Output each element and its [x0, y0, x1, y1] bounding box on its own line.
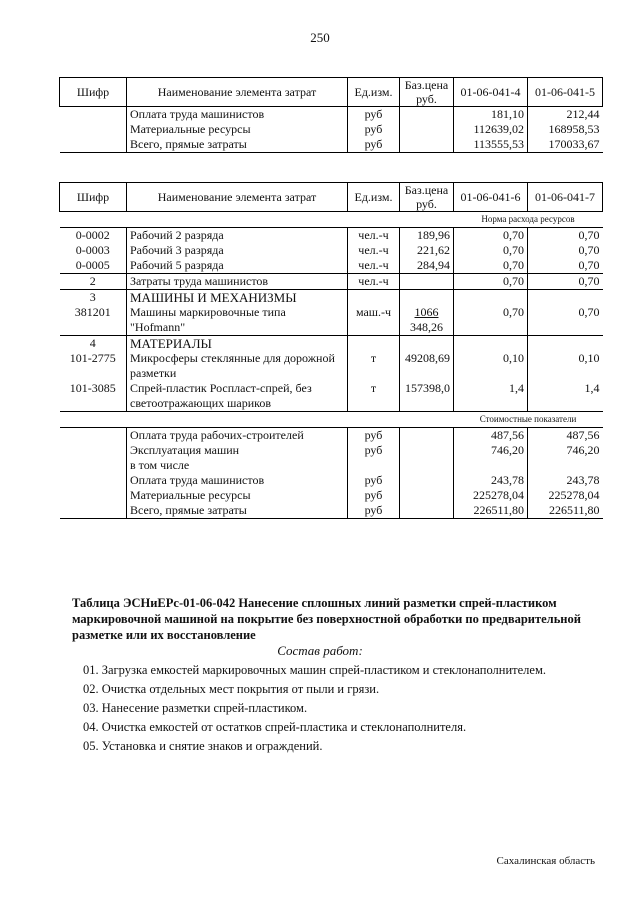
- row-name: Затраты труда машинистов: [127, 274, 348, 290]
- table-row: [60, 122, 603, 137]
- row-unit: руб: [348, 107, 400, 123]
- row-value-2: 0,70: [528, 305, 603, 320]
- row-value-1: 487,56: [454, 428, 528, 444]
- row-value-1: 0,70: [454, 243, 528, 258]
- row-unit: маш.-ч: [348, 305, 400, 320]
- row-value-1: 181,10: [454, 107, 528, 123]
- row-unit: руб: [348, 428, 400, 444]
- row-price: 157398,0: [400, 381, 454, 396]
- table-row: [60, 443, 603, 458]
- header-base-price: Баз.цена руб.: [400, 183, 454, 212]
- section-title: МАТЕРИАЛЫ: [127, 336, 348, 352]
- table-row: [60, 137, 603, 153]
- cost-table-resources: [59, 182, 603, 519]
- row-name-cont: разметки: [127, 366, 348, 381]
- row-code: 0-0005: [60, 258, 127, 274]
- list-item: 03. Нанесение разметки спрей-пластиком.: [83, 701, 308, 715]
- header-col-2: 01-06-041-5: [528, 78, 603, 107]
- list-item: 01. Загрузка емкостей маркировочных машин спрей-пластиком и стеклонаполнителем.: [83, 663, 547, 677]
- table-row: [60, 228, 603, 244]
- row-value-1: 1,4: [454, 381, 528, 396]
- row-price: 284,94: [400, 258, 454, 274]
- row-unit: руб: [348, 137, 400, 153]
- row-value-2: 0,70: [528, 228, 603, 244]
- row-name: Рабочий 2 разряда: [127, 228, 348, 244]
- row-value-1: 225278,04: [454, 488, 528, 503]
- row-value-2: 0,10: [528, 351, 603, 366]
- row-value-1: 0,10: [454, 351, 528, 366]
- row-unit: т: [348, 381, 400, 396]
- table-title: Таблица ЭСНиЕРс-01-06-042 Нанесение сплошных линий разметки спрей-пластиком маркировочной машиной на покрытие без поверхностной обработки по предварительной разметке или их восстановление: [72, 596, 581, 642]
- row-unit: чел.-ч: [348, 228, 400, 244]
- row-name-cont: светоотражающих шариков: [127, 396, 348, 412]
- table-row: [60, 381, 603, 396]
- row-price: 221,62: [400, 243, 454, 258]
- row-value-2: 0,70: [528, 243, 603, 258]
- row-value-1: 0,70: [454, 274, 528, 290]
- table-header-row: [60, 78, 603, 107]
- section-header-row: [60, 336, 603, 352]
- header-code: Шифр: [60, 183, 127, 212]
- row-value-1: 0,70: [454, 305, 528, 320]
- row-value-2: 0,70: [528, 274, 603, 290]
- table-row-continuation: [60, 366, 603, 381]
- header-unit: Ед.изм.: [348, 183, 400, 212]
- row-name: Оплата труда рабочих-строителей: [127, 428, 348, 444]
- table-row: [60, 274, 603, 290]
- row-name: Материальные ресурсы: [127, 488, 348, 503]
- row-value-2: 243,78: [528, 473, 603, 488]
- table-row-continuation: [60, 396, 603, 412]
- table-row: [60, 503, 603, 519]
- table-row: [60, 243, 603, 258]
- row-code: 101-2775: [69, 351, 116, 365]
- row-name: Оплата труда машинистов: [127, 107, 348, 123]
- row-price-top: 1066: [414, 305, 439, 319]
- page-number: 250: [310, 30, 330, 45]
- row-price-bottom: 348,26: [400, 320, 454, 336]
- row-value-2: 168958,53: [528, 122, 603, 137]
- row-value-2: 487,56: [528, 428, 603, 444]
- row-name: Рабочий 3 разряда: [127, 243, 348, 258]
- norm-label: Норма расхода ресурсов: [454, 212, 603, 228]
- section-code: 3: [89, 290, 96, 304]
- footer-region: Сахалинская область: [496, 855, 595, 867]
- header-name: Наименование элемента затрат: [127, 78, 348, 107]
- table-row: [60, 488, 603, 503]
- row-value-1: 112639,02: [454, 122, 528, 137]
- row-unit: чел.-ч: [348, 274, 400, 290]
- row-name: Всего, прямые затраты: [127, 137, 348, 153]
- row-price: 189,96: [400, 228, 454, 244]
- row-value-2: 170033,67: [528, 137, 603, 153]
- table-row: [60, 305, 603, 320]
- header-code: Шифр: [60, 78, 127, 107]
- header-col-2: 01-06-041-7: [528, 183, 603, 212]
- section-code: 4: [89, 336, 96, 350]
- row-name: Эксплуатация машин: [127, 443, 348, 458]
- row-name: Спрей-пластик Роспласт-спрей, без: [127, 381, 348, 396]
- row-name: Оплата труда машинистов: [127, 473, 348, 488]
- section-label-row: [60, 212, 603, 228]
- row-value-1: 0,70: [454, 258, 528, 274]
- row-code: 0-0003: [75, 243, 110, 257]
- table-row: [60, 473, 603, 488]
- row-value-1: 226511,80: [454, 503, 528, 519]
- table-header-row: [60, 183, 603, 212]
- row-name: Всего, прямые затраты: [127, 503, 348, 519]
- row-name: в том числе: [127, 458, 348, 473]
- row-unit: чел.-ч: [348, 258, 400, 274]
- row-value-1: 113555,53: [454, 137, 528, 153]
- table-row: [60, 428, 603, 444]
- list-item: 04. Очистка емкостей от остатков спрей-пластика и стеклонаполнителя.: [83, 720, 467, 734]
- row-unit: руб: [348, 488, 400, 503]
- row-value-1: 746,20: [454, 443, 528, 458]
- row-value-2: 212,44: [528, 107, 603, 123]
- row-unit: т: [348, 351, 400, 366]
- row-value-2: 226511,80: [528, 503, 603, 519]
- section-label-row: [60, 412, 603, 428]
- cost-label: Стоимостные показатели: [454, 412, 603, 428]
- row-unit: руб: [348, 443, 400, 458]
- row-name: Материальные ресурсы: [127, 122, 348, 137]
- header-col-1: 01-06-041-4: [454, 78, 528, 107]
- cost-table-continued: [59, 77, 603, 153]
- row-value-1: 0,70: [454, 228, 528, 244]
- row-code: 0-0002: [75, 228, 110, 242]
- table-row: [60, 258, 603, 274]
- table-row: [60, 107, 603, 123]
- row-name: Машины маркировочные типа: [127, 305, 348, 320]
- row-name: Рабочий 5 разряда: [127, 258, 348, 274]
- row-code: 381201: [74, 305, 111, 319]
- row-value-2: 1,4: [528, 381, 603, 396]
- header-base-price: Баз.цена руб.: [400, 78, 454, 107]
- section-title: МАШИНЫ И МЕХАНИЗМЫ: [127, 290, 348, 306]
- header-col-1: 01-06-041-6: [454, 183, 528, 212]
- row-code: 101-3085: [69, 381, 116, 395]
- row-unit: руб: [348, 503, 400, 519]
- table-row: [60, 351, 603, 366]
- work-composition-list: [83, 661, 546, 756]
- list-item: 05. Установка и снятие знаков и ограждений.: [83, 739, 323, 753]
- work-composition-title: Состав работ:: [277, 643, 363, 658]
- table-row-continuation: [60, 320, 603, 336]
- section-header-row: [60, 290, 603, 306]
- row-name: Микросферы стеклянные для дорожной: [127, 351, 348, 366]
- row-unit: руб: [348, 122, 400, 137]
- row-unit: руб: [348, 473, 400, 488]
- table-row: [60, 458, 603, 473]
- row-unit: чел.-ч: [348, 243, 400, 258]
- list-item: 02. Очистка отдельных мест покрытия от пыли и грязи.: [83, 682, 380, 696]
- row-price: 49208,69: [400, 351, 454, 366]
- row-code: 2: [60, 274, 127, 290]
- row-value-2: 225278,04: [528, 488, 603, 503]
- row-value-1: 243,78: [454, 473, 528, 488]
- header-unit: Ед.изм.: [348, 78, 400, 107]
- row-value-2: 0,70: [528, 258, 603, 274]
- row-name-cont: "Hofmann": [127, 320, 348, 336]
- header-name: Наименование элемента затрат: [127, 183, 348, 212]
- row-value-2: 746,20: [528, 443, 603, 458]
